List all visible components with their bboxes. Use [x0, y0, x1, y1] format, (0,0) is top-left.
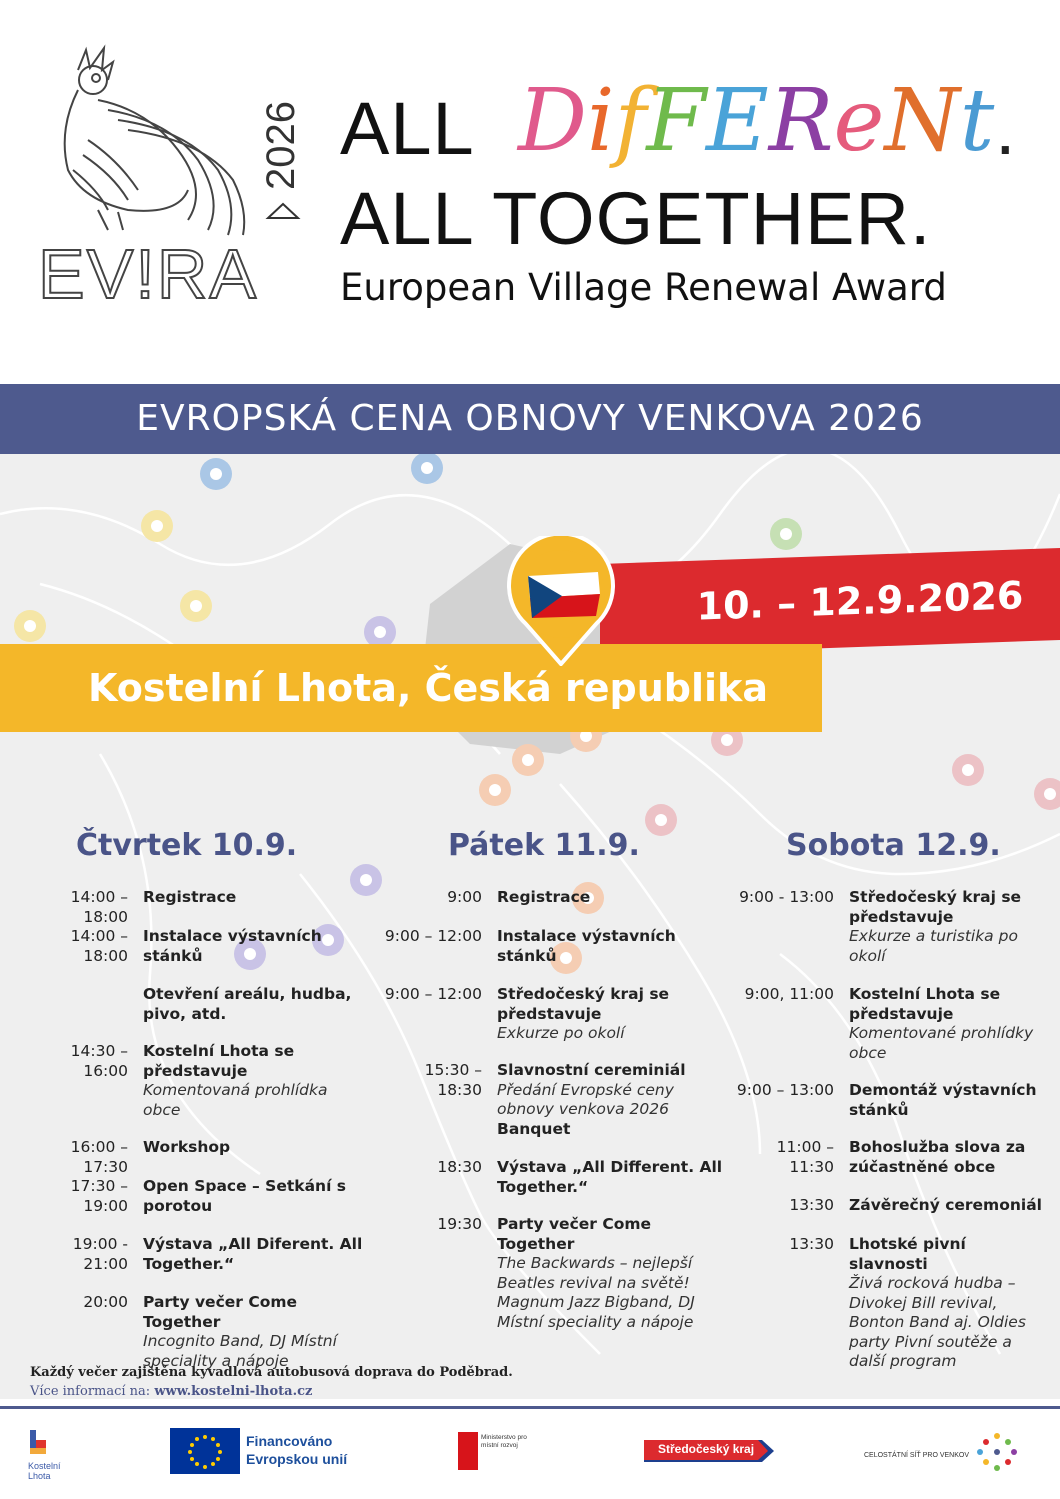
- event-title: Party večer Come Together: [143, 1293, 298, 1331]
- event-time: 16:00 – 17:30: [70, 1138, 128, 1176]
- event-title: Instalace výstavních stánků: [497, 927, 676, 965]
- different-letter: N: [884, 71, 960, 171]
- event: [849, 1235, 1044, 1372]
- ministry-text: Ministerstvo pro místní rozvoj: [481, 1434, 527, 1449]
- event-time: 9:00 – 12:00: [384, 985, 482, 1003]
- event-title: Workshop: [143, 1138, 231, 1156]
- event: [143, 888, 363, 908]
- different-letter: e: [833, 71, 885, 171]
- event-time: 19:30: [437, 1215, 482, 1233]
- event-time: 15:30 – 18:30: [424, 1061, 482, 1099]
- event-time: 11:00 – 11:30: [776, 1138, 834, 1176]
- location-ribbon: Kostelní Lhota, Česká republika: [0, 644, 822, 732]
- day-heading-friday: Pátek 11.9.: [448, 828, 640, 863]
- event-title: Středočeský kraj se představuje: [497, 985, 670, 1023]
- event: [143, 1042, 363, 1120]
- different-letter: i: [586, 71, 615, 171]
- event: [143, 1293, 363, 1371]
- evira-logo: [38, 40, 318, 310]
- event-detail: Předání Evropské ceny obnovy venkova 2026: [497, 1080, 674, 1118]
- event: [497, 927, 727, 966]
- event-time: 9:00 - 13:00: [739, 888, 834, 906]
- event-time: 14:30 – 16:00: [70, 1042, 128, 1080]
- event: [143, 927, 363, 966]
- event-title: Registrace: [143, 888, 237, 906]
- eu-funding-text: Financováno Evropskou unií: [246, 1433, 348, 1467]
- event: [497, 1215, 727, 1332]
- kostelni-logo-text: Kostelní Lhota: [28, 1461, 61, 1481]
- event-title: Otevření areálu, hudba, pivo, atd.: [143, 985, 352, 1023]
- kostelni-lhota-logo: [28, 1428, 76, 1481]
- event: [497, 1061, 727, 1139]
- date-ribbon: 10. – 12.9.2026: [600, 548, 1060, 656]
- more-info-link[interactable]: www.kostelni-lhota.cz: [154, 1384, 313, 1399]
- different-letter: R: [768, 71, 834, 171]
- ministry-emblem-icon: [458, 1432, 478, 1470]
- network-text: CELOSTÁTNÍ SÍŤ PRO VENKOV: [864, 1452, 970, 1459]
- event-title: Party večer Come Together: [497, 1215, 652, 1253]
- czech-flag-pin-icon: [506, 536, 616, 666]
- bus-note: Každý večer zajištěna kyvadlová autobusová doprava do Poděbrad.: [30, 1365, 513, 1380]
- event: [143, 1235, 363, 1274]
- event-time: 14:00 – 18:00: [70, 927, 128, 965]
- event-title: Registrace: [497, 888, 591, 906]
- kraj-text: Středočeský kraj: [658, 1442, 755, 1456]
- event-title: Bohoslužba slova za zúčastněné obce: [849, 1138, 1026, 1176]
- different-letter: E: [705, 71, 769, 171]
- event-title: Výstava „All Diferent. All Together.“: [143, 1235, 363, 1273]
- event-time: 14:00 – 18:00: [70, 888, 128, 926]
- event: [849, 1196, 1044, 1216]
- event-time: 20:00: [83, 1293, 128, 1311]
- event-detail: Komentované prohlídky obce: [849, 1024, 1034, 1062]
- network-logo-icon: [972, 1430, 1022, 1474]
- event-title: Kostelní Lhota se představuje: [849, 985, 1001, 1023]
- event-title: Středočeský kraj se představuje: [849, 888, 1022, 926]
- event-time: 13:30: [789, 1196, 834, 1214]
- event-time: 17:30 – 19:00: [70, 1177, 128, 1215]
- event-detail: Exkurze po okolí: [497, 1024, 625, 1042]
- event-detail: Komentovaná prohlídka obce: [143, 1081, 328, 1119]
- event: [497, 1158, 727, 1197]
- event-extra: Banquet: [497, 1119, 571, 1138]
- event-detail: Exkurze a turistika po okolí: [849, 927, 1018, 965]
- different-letter: F: [646, 71, 706, 171]
- event-time: 9:00, 11:00: [744, 985, 834, 1003]
- event: [849, 985, 1044, 1063]
- event: [143, 1177, 363, 1216]
- event-title: Výstava „All Different. All Together.“: [497, 1158, 723, 1196]
- event-detail: The Backwards – nejlepší Beatles revival na světě! Magnum Jazz Bigband, DJ Místní speciality a nápoje: [497, 1254, 695, 1331]
- event-time: 9:00 – 12:00: [384, 927, 482, 945]
- different-letter: f: [614, 71, 647, 171]
- event: [143, 985, 363, 1024]
- event-time: 18:30: [437, 1158, 482, 1176]
- event: [497, 985, 727, 1044]
- event-time: 9:00 – 13:00: [736, 1081, 834, 1099]
- event-time: 19:00 - 21:00: [72, 1235, 128, 1273]
- different-letter: t: [959, 71, 995, 171]
- more-info-prefix: Více informací na:: [30, 1384, 155, 1399]
- kostelni-logo-icon: [28, 1428, 50, 1456]
- headline-subtitle: European Village Renewal Award: [340, 266, 947, 309]
- event: [849, 1081, 1044, 1120]
- event: [849, 1138, 1044, 1177]
- title-band: EVROPSKÁ CENA OBNOVY VENKOVA 2026: [0, 384, 1060, 454]
- event-detail: Incognito Band, DJ Místní speciality a nápoje: [143, 1332, 337, 1370]
- event-time: 13:30: [789, 1235, 834, 1253]
- event-title: Open Space – Setkání s porotou: [143, 1177, 346, 1215]
- event-title: Slavnostní cereminiál: [497, 1061, 686, 1079]
- headline-all-together: ALL TOGETHER.: [340, 177, 932, 260]
- eu-flag-icon: [170, 1428, 240, 1474]
- brand-text: EV!RA: [38, 235, 259, 310]
- different-letter: D: [518, 71, 587, 171]
- event: [143, 1138, 363, 1158]
- event: [497, 888, 727, 908]
- event-title: Závěrečný ceremoniál: [849, 1196, 1042, 1214]
- event: [849, 888, 1044, 966]
- day-heading-saturday: Sobota 12.9.: [786, 828, 1001, 863]
- day-heading-thursday: Čtvrtek 10.9.: [76, 828, 298, 863]
- more-info: [30, 1384, 312, 1399]
- event-title: Lhotské pivní slavnosti: [849, 1235, 966, 1273]
- footer-divider: [0, 1406, 1060, 1409]
- event-title: Kostelní Lhota se představuje: [143, 1042, 295, 1080]
- headline-all: ALL: [340, 87, 475, 170]
- event-title: Instalace výstavních stánků: [143, 927, 322, 965]
- event-detail: Živá rocková hudba – Divokej Bill revival, Bonton Band aj. Oldies party Pivní soutěže a další program: [849, 1274, 1026, 1370]
- headline-different: [518, 71, 995, 171]
- headline-dot: .: [995, 87, 1016, 170]
- event-title: Demontáž výstavních stánků: [849, 1081, 1037, 1119]
- event-time: 9:00: [447, 888, 482, 906]
- logo-year: 2026: [259, 101, 303, 190]
